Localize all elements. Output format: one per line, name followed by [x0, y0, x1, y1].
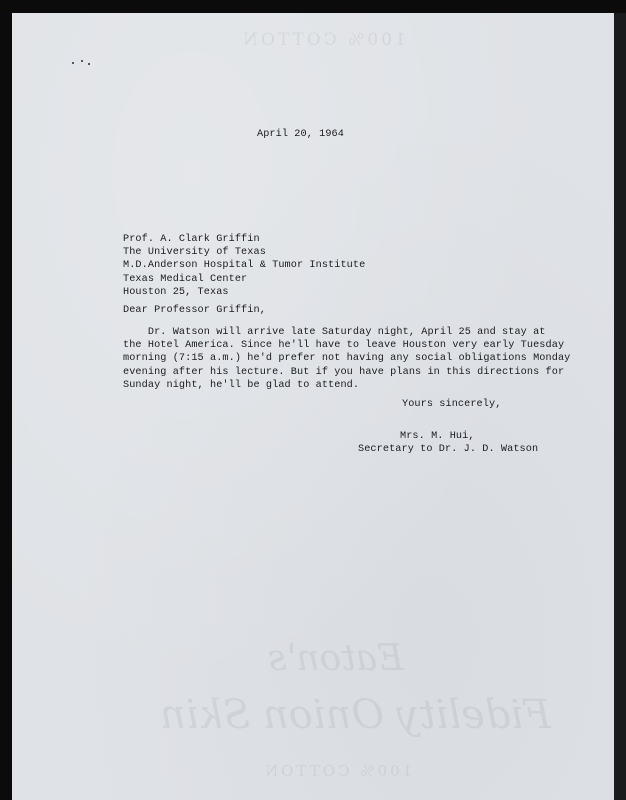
- recipient-line: Houston 25, Texas: [123, 286, 229, 298]
- body-line: Sunday night, he'll be glad to attend.: [123, 379, 360, 391]
- letter-date: April 20, 1964: [257, 129, 344, 140]
- signer-name: Mrs. M. Hui,: [400, 431, 475, 442]
- recipient-line: M.D.Anderson Hospital & Tumor Institute: [123, 260, 366, 272]
- recipient-line: Prof. A. Clark Griffin: [123, 234, 260, 245]
- letter-body: [123, 326, 570, 392]
- salutation: Dear Professor Griffin,: [123, 305, 266, 316]
- body-line: evening after his lecture. But if you have plans in this directions for: [123, 366, 565, 378]
- body-line: morning (7:15 a.m.) he'd prefer not having any social obligations Monday: [123, 353, 571, 365]
- body-line: Dr. Watson will arrive late Saturday night, April 25 and stay at: [123, 327, 546, 338]
- signature-block: [358, 430, 538, 456]
- recipient-line: The University of Texas: [123, 247, 266, 259]
- recipient-address: [123, 233, 365, 299]
- closing: Yours sincerely,: [402, 399, 502, 410]
- signer-title: Secretary to Dr. J. D. Watson: [358, 444, 539, 456]
- recipient-line: Texas Medical Center: [123, 273, 248, 285]
- body-line: the Hotel America. Since he'll have to leave Houston very early Tuesday: [123, 340, 565, 352]
- paper-specks: [72, 60, 92, 66]
